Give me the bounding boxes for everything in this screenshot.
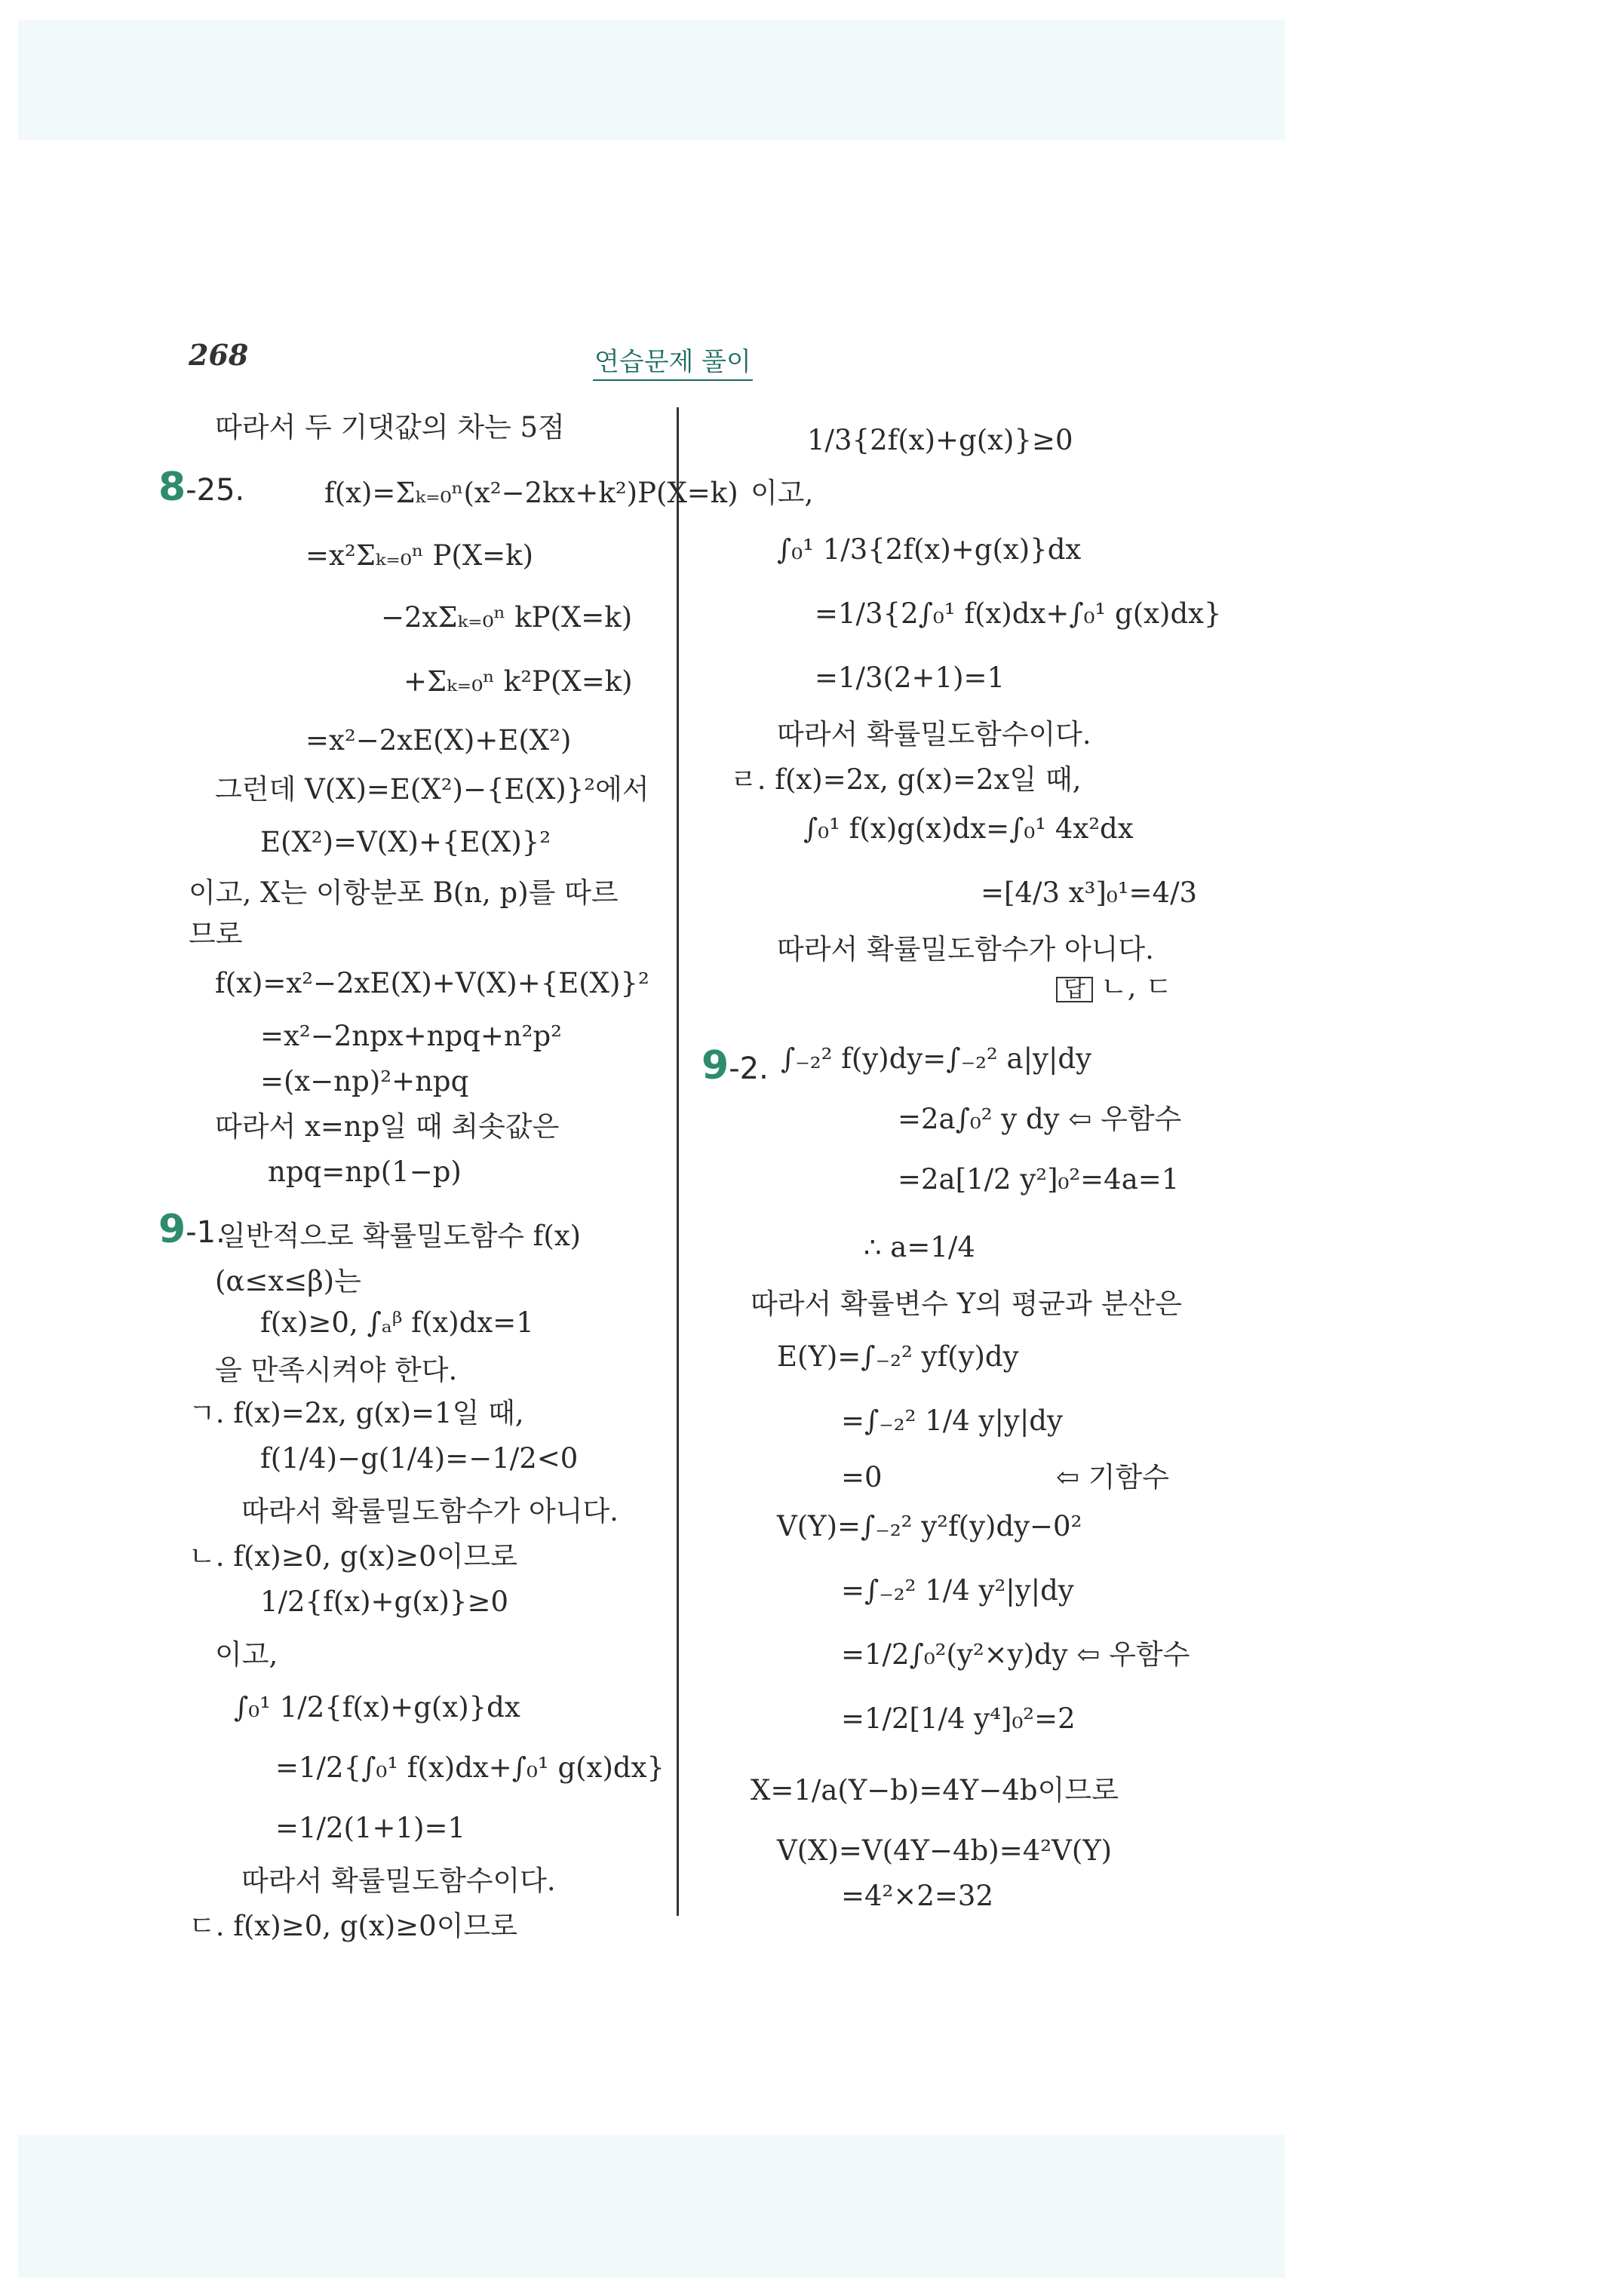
solution-line: +Σₖ₌₀ⁿ k²P(X=k) [404, 665, 633, 698]
solution-line: f(1/4)−g(1/4)=−1/2<0 [260, 1442, 579, 1475]
problem-number [158, 465, 245, 510]
solution-line: =∫₋₂² 1/4 y|y|dy [841, 1404, 1063, 1437]
problem-number-sub: -2. [729, 1051, 769, 1086]
problem-number [701, 1043, 769, 1088]
solution-line: f(x)=x²−2xE(X)+V(X)+{E(X)}² [215, 967, 649, 999]
top-margin-band [18, 20, 1285, 140]
solution-line: =1/2[1/4 y⁴]₀²=2 [841, 1702, 1076, 1735]
solution-line: 따라서 확률밀도함수이다. [241, 1865, 556, 1897]
solution-line: 1/3{2f(x)+g(x)}≥0 [807, 424, 1073, 456]
solution-line: ㄴ. f(x)≥0, g(x)≥0이므로 [189, 1540, 517, 1573]
solution-line: =2a∫₀² y dy ⇦ 우함수 [898, 1103, 1182, 1135]
solution-line: =2a[1/2 y²]₀²=4a=1 [898, 1163, 1180, 1196]
solution-line: E(X²)=V(X)+{E(X)}² [260, 826, 551, 858]
solution-line: (α≤x≤β)는 [215, 1265, 361, 1297]
answer-line [1056, 973, 1172, 1002]
answer-label-box: 답 [1056, 977, 1093, 1002]
page-number: 268 [189, 338, 249, 372]
solution-line: 따라서 확률밀도함수가 아니다. [241, 1495, 619, 1527]
solution-line: ∫₋₂² f(y)dy=∫₋₂² a|y|dy [781, 1042, 1092, 1075]
solution-line: =[4/3 x³]₀¹=4/3 [981, 876, 1198, 909]
solution-line: 이고, [215, 1638, 278, 1671]
solution-line: ㄷ. f(x)≥0, g(x)≥0이므로 [189, 1910, 517, 1942]
answer-text: ㄴ, ㄷ [1100, 971, 1172, 1003]
solution-line: =∫₋₂² 1/4 y²|y|dy [841, 1574, 1074, 1607]
solution-line: ∫₀¹ f(x)g(x)dx=∫₀¹ 4x²dx [803, 812, 1134, 845]
solution-line: 이고, X는 이항분포 B(n, p)를 따르 [189, 876, 619, 909]
solution-line: ∫₀¹ 1/2{f(x)+g(x)}dx [234, 1691, 520, 1724]
solution-line: 을 만족시켜야 한다. [215, 1354, 458, 1386]
solution-line: 따라서 확률밀도함수가 아니다. [777, 933, 1154, 965]
problem-number-main: 9 [158, 1207, 186, 1252]
solution-line: 이고, [751, 477, 814, 509]
solution-line: 따라서 확률변수 Y의 평균과 분산은 [751, 1288, 1182, 1320]
solution-line: 일반적으로 확률밀도함수 f(x) [219, 1220, 582, 1252]
solution-line: 1/2{f(x)+g(x)}≥0 [260, 1585, 509, 1618]
solution-line: =1/2∫₀²(y²×y)dy ⇦ 우함수 [841, 1638, 1190, 1671]
solution-line: f(x)=Σₖ₌₀ⁿ(x²−2kx+k²)P(X=k) [324, 477, 738, 509]
solution-line: npq=np(1−p) [268, 1156, 462, 1188]
solution-line: =x²Σₖ₌₀ⁿ P(X=k) [305, 539, 534, 572]
problem-number-main: 9 [701, 1043, 729, 1088]
solution-line: 따라서 확률밀도함수이다. [777, 718, 1091, 751]
problem-number-sub: -25. [186, 473, 245, 508]
problem-number-main: 8 [158, 465, 186, 510]
running-head: 연습문제 풀이 [593, 341, 753, 381]
solution-line: E(Y)=∫₋₂² yf(y)dy [777, 1340, 1019, 1373]
solution-line: ㄹ. f(x)=2x, g(x)=2x일 때, [730, 763, 1082, 796]
column-divider [677, 407, 679, 1916]
solution-line: X=1/a(Y−b)=4Y−4b이므로 [751, 1774, 1119, 1806]
solution-line: =1/3(2+1)=1 [815, 662, 1005, 694]
solution-line: 따라서 x=np일 때 최솟값은 [215, 1110, 560, 1143]
solution-line: =1/2{∫₀¹ f(x)dx+∫₀¹ g(x)dx} [275, 1751, 665, 1784]
solution-line: ∴ a=1/4 [864, 1231, 975, 1263]
solution-line: V(X)=V(4Y−4b)=4²V(Y) [777, 1834, 1113, 1867]
solution-line: =(x−np)²+npq [260, 1065, 469, 1097]
solution-line: f(x)≥0, ∫ₐᵝ f(x)dx=1 [260, 1306, 534, 1339]
solution-line: ㄱ. f(x)=2x, g(x)=1일 때, [189, 1397, 524, 1429]
problem-number [158, 1207, 226, 1252]
solution-line: 따라서 두 기댓값의 차는 5점 [215, 411, 565, 444]
solution-line: =4²×2=32 [841, 1880, 994, 1912]
solution-line: 그런데 V(X)=E(X²)−{E(X)}²에서 [215, 773, 649, 806]
solution-line: =1/2(1+1)=1 [275, 1812, 466, 1844]
solution-line: −2xΣₖ₌₀ⁿ kP(X=k) [381, 601, 633, 634]
solution-line: V(Y)=∫₋₂² y²f(y)dy−0² [777, 1510, 1082, 1542]
solution-line: =1/3{2∫₀¹ f(x)dx+∫₀¹ g(x)dx} [815, 597, 1222, 630]
solution-line: =x²−2xE(X)+E(X²) [305, 724, 572, 757]
solution-line: =0 [841, 1461, 883, 1493]
solution-line: 므로 [189, 918, 243, 950]
solution-line: ∫₀¹ 1/3{2f(x)+g(x)}dx [777, 533, 1082, 566]
bottom-margin-band [18, 2135, 1285, 2278]
problem-number-sub: -1. [186, 1215, 226, 1250]
solution-line: ⇦ 기함수 [1056, 1461, 1169, 1493]
solution-line: =x²−2npx+npq+n²p² [260, 1020, 563, 1052]
